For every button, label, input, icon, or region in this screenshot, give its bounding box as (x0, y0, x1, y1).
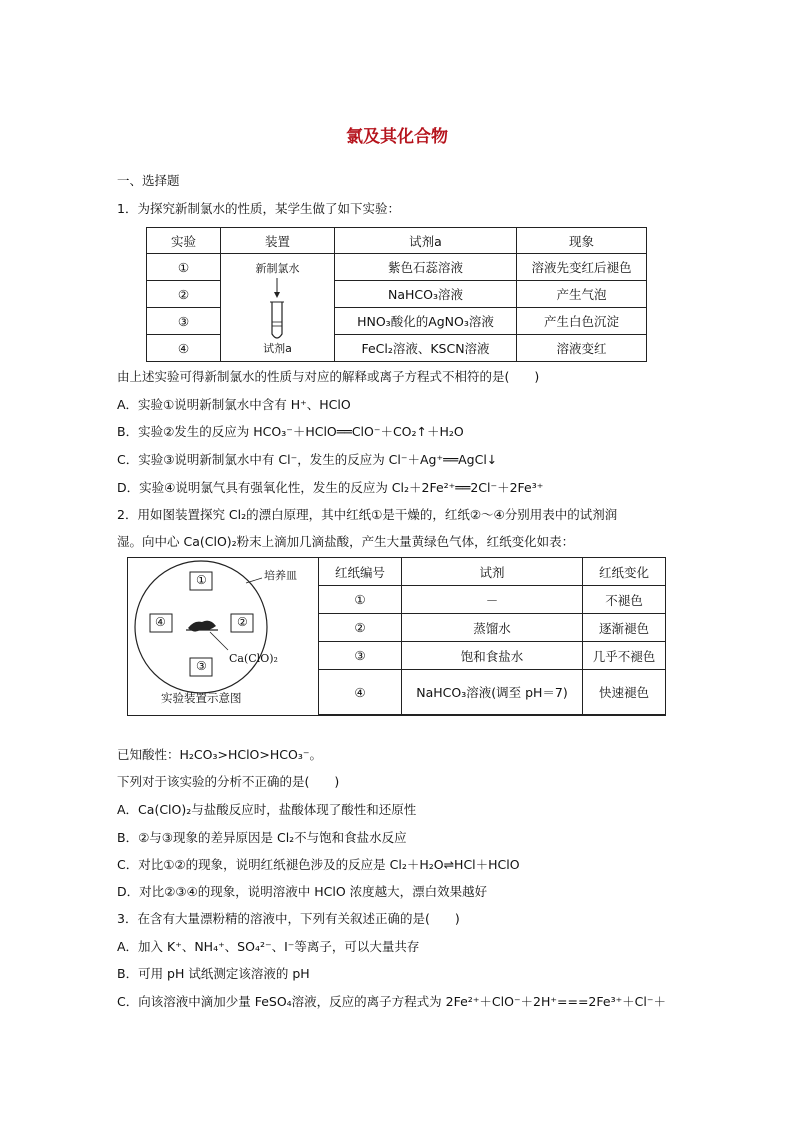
q2-row-change: 快速褪色 (583, 670, 666, 715)
q1-header-phenomenon: 现象 (517, 228, 647, 254)
q1-row-no: ② (147, 281, 221, 308)
q3-option-a: A．加入 K⁺、NH₄⁺、SO₄²⁻、I⁻等离子，可以大量共存 (117, 939, 420, 954)
q1-row-no: ④ (147, 335, 221, 362)
q1-header-reagent: 试剂a (335, 228, 517, 254)
q2-header-change: 红纸变化 (583, 558, 666, 586)
q1-row-phenomenon: 产生气泡 (517, 281, 647, 308)
q1-row-reagent: 紫色石蕊溶液 (335, 254, 517, 281)
paper-2-label: ② (237, 615, 248, 629)
q2-row-no: ④ (319, 670, 402, 715)
q2-row-no: ② (319, 614, 402, 642)
q1-header-experiment: 实验 (147, 228, 221, 254)
q2-row-reagent: 饱和食盐水 (402, 642, 583, 670)
q1-row-phenomenon: 溶液先变红后褪色 (517, 254, 647, 281)
table-row (319, 642, 666, 670)
q1-option-b: B．实验②发生的反应为 HCO₃⁻＋HClO══ClO⁻＋CO₂↑＋H₂O (117, 424, 464, 439)
apparatus-bottom-label: 试剂a (263, 342, 292, 355)
q1-option-d: D．实验④说明氯气具有强氧化性，发生的反应为 Cl₂＋2Fe²⁺══2Cl⁻＋2Fe³⁺ (117, 480, 544, 495)
test-tube-with-arrow-icon (262, 276, 292, 346)
q1-option-c: C．实验③说明新制氯水中有 Cl⁻，发生的反应为 Cl⁻＋Ag⁺══AgCl↓ (117, 452, 498, 467)
q3-option-c: C．向该溶液中滴加少量 FeSO₄溶液，反应的离子方程式为 2Fe²⁺＋ClO⁻＋2H⁺===2Fe³⁺＋Cl⁻＋ (117, 994, 666, 1009)
q2-row-change: 不褪色 (583, 586, 666, 614)
q1-apparatus-cell (221, 254, 335, 362)
q2-option-b: B．②与③现象的差异原因是 Cl₂不与饱和食盐水反应 (117, 830, 407, 845)
q1-row-reagent: HNO₃酸化的AgNO₃溶液 (335, 308, 517, 335)
q2-row-no: ① (319, 586, 402, 614)
table-row (147, 254, 647, 281)
q2-row-change: 几乎不褪色 (583, 642, 666, 670)
dish-label: 培养皿 (264, 569, 297, 582)
q1-row-no: ① (147, 254, 221, 281)
q2-header-no: 红纸编号 (319, 558, 402, 586)
q2-row-change: 逐渐褪色 (583, 614, 666, 642)
q1-header-apparatus: 装置 (221, 228, 335, 254)
q1-row-no: ③ (147, 308, 221, 335)
q2-option-d: D．对比②③④的现象，说明溶液中 HClO 浓度越大，漂白效果越好 (117, 884, 488, 899)
q3-stem: 3．在含有大量漂粉精的溶液中，下列有关叙述正确的是( ) (117, 911, 460, 926)
q1-row-reagent: NaHCO₃溶液 (335, 281, 517, 308)
q2-stem-line2: 湿。向中心 Ca(ClO)₂粉末上滴加几滴盐酸，产生大量黄绿色气体，红纸变化如表： (117, 534, 575, 549)
diagram-caption: 实验装置示意图 (161, 691, 242, 705)
section-heading: 一、选择题 (117, 173, 180, 188)
q1-row-reagent: FeCl₂溶液、KSCN溶液 (335, 335, 517, 362)
q2-table (318, 557, 666, 715)
q2-known: 已知酸性：H₂CO₃>HClO>HCO₃⁻。 (117, 747, 322, 762)
q2-stem-line1: 2．用如图装置探究 Cl₂的漂白原理，其中红纸①是干燥的，红纸②～④分别用表中的试剂润 (117, 507, 618, 522)
table-row (319, 586, 666, 614)
q2-option-c: C．对比①②的现象，说明红纸褪色涉及的反应是 Cl₂＋H₂O⇌HCl＋HClO (117, 857, 520, 872)
q2-header-reagent: 试剂 (402, 558, 583, 586)
q2-row-no: ③ (319, 642, 402, 670)
q2-question: 下列对于该实验的分析不正确的是( ) (117, 774, 340, 789)
q1-row-phenomenon: 溶液变红 (517, 335, 647, 362)
table-row (319, 614, 666, 642)
q1-row-phenomenon: 产生白色沉淀 (517, 308, 647, 335)
apparatus-top-label: 新制氯水 (255, 262, 300, 275)
paper-3-label: ③ (196, 659, 207, 673)
q1-table (146, 227, 647, 362)
q1-question: 由上述实验可得新制氯水的性质与对应的解释或离子方程式不相符的是( ) (117, 369, 540, 384)
q2-row-reagent: NaHCO₃溶液(调至 pH＝7) (402, 670, 583, 715)
page-title: 氯及其化合物 (346, 127, 448, 147)
q2-option-a: A．Ca(ClO)₂与盐酸反应时，盐酸体现了酸性和还原性 (117, 802, 417, 817)
q3-option-b: B．可用 pH 试纸测定该溶液的 pH (117, 966, 310, 981)
q2-row-reagent: 蒸馏水 (402, 614, 583, 642)
paper-1-label: ① (196, 573, 207, 587)
q1-stem: 1．为探究新制氯水的性质，某学生做了如下实验： (117, 201, 400, 216)
q2-row-reagent: － (402, 586, 583, 614)
paper-4-label: ④ (155, 615, 166, 629)
table-row (319, 670, 666, 715)
q1-option-a: A．实验①说明新制氯水中含有 H⁺、HClO (117, 397, 351, 412)
powder-label: Ca(ClO)₂ (229, 652, 278, 665)
